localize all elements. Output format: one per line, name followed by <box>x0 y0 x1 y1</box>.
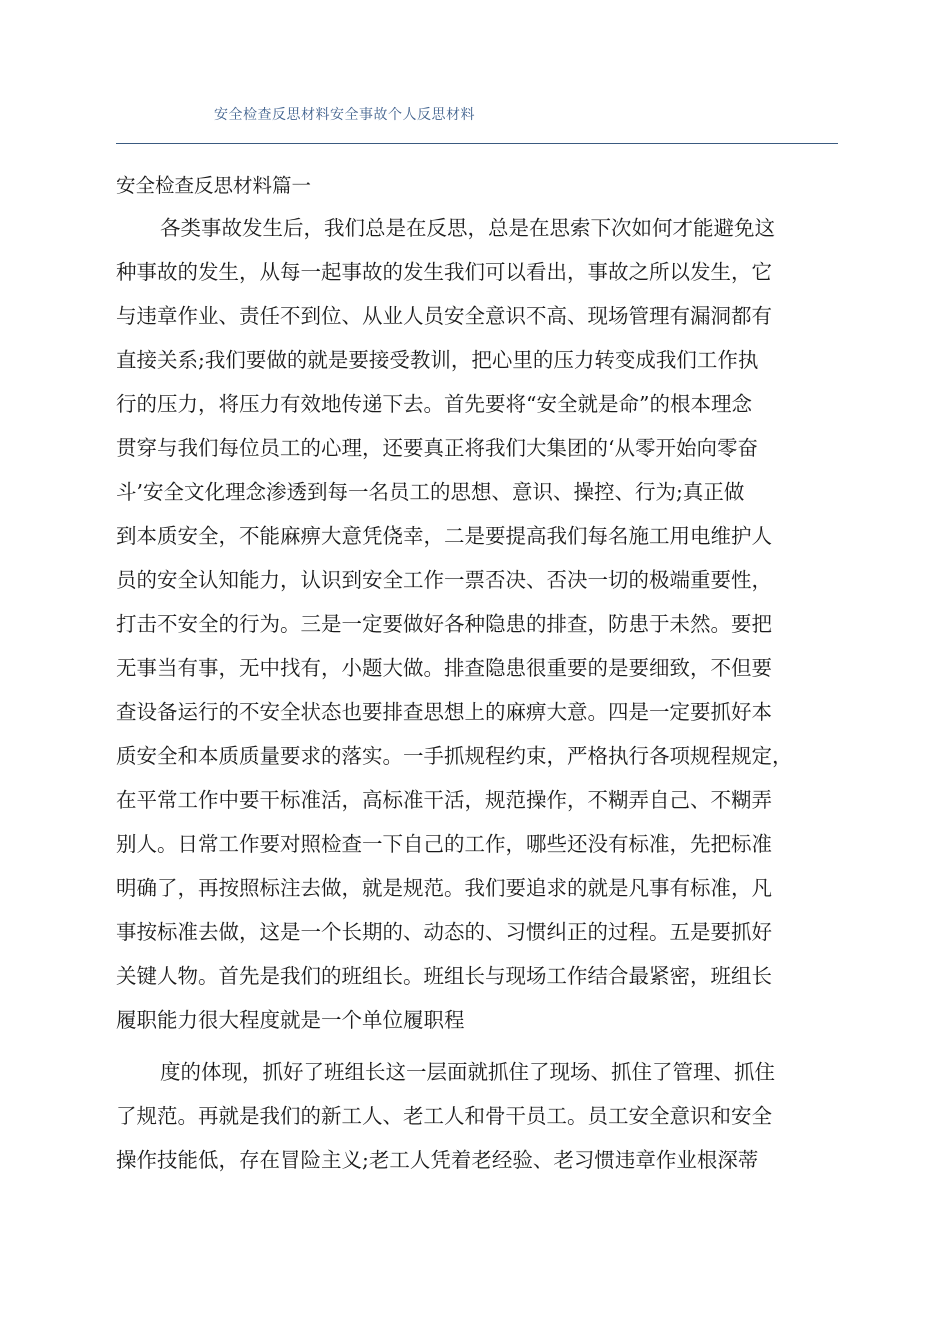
paragraph-line: 无事当有事，无中找有，小题大做。排查隐患很重要的是要细致，不但要 <box>116 656 772 680</box>
paragraph-line: 斗’安全文化理念渗透到每一名员工的思想、意识、操控、行为;真正做 <box>116 480 745 504</box>
body-paragraph-2 <box>116 1050 840 1182</box>
paragraph-line: 打击不安全的行为。三是一定要做好各种隐患的排查，防患于未然。要把 <box>116 612 772 636</box>
paragraph-line: 到本质安全，不能麻痹大意凭侥幸，二是要提高我们每名施工用电维护人 <box>116 524 772 548</box>
paragraph-line: 度的体现，抓好了班组长这一层面就抓住了现场、抓住了管理、抓住 <box>160 1060 775 1084</box>
paragraph-line: 种事故的发生，从每一起事故的发生我们可以看出，事故之所以发生，它 <box>116 260 772 284</box>
paragraph-line: 事按标准去做，这是一个长期的、动态的、习惯纠正的过程。五是要抓好 <box>116 920 772 944</box>
paragraph-line: 行的压力，将压力有效地传递下去。首先要将“安全就是命”的根本理念 <box>116 392 752 416</box>
section-title: 安全检查反思材料篇一 <box>116 174 312 197</box>
paragraph-line: 员的安全认知能力，认识到安全工作一票否决、否决一切的极端重要性， <box>116 568 772 592</box>
paragraph-line: 与违章作业、责任不到位、从业人员安全意识不高、现场管理有漏洞都有 <box>116 304 772 328</box>
page-header <box>116 84 838 144</box>
paragraph-line: 各类事故发生后，我们总是在反思，总是在思索下次如何才能避免这 <box>160 216 775 240</box>
header-title: 安全检查反思材料安全事故个人反思材料 <box>214 107 475 123</box>
body-paragraph-1 <box>116 206 840 1042</box>
paragraph-line: 明确了，再按照标注去做，就是规范。我们要追求的就是凡事有标准，凡 <box>116 876 772 900</box>
paragraph-line: 操作技能低，存在冒险主义;老工人凭着老经验、老习惯违章作业根深蒂 <box>116 1148 759 1172</box>
paragraph-line: 直接关系;我们要做的就是要接受教训，把心里的压力转变成我们工作执 <box>116 348 759 372</box>
paragraph-line: 别人。日常工作要对照检查一下自己的工作，哪些还没有标准，先把标准 <box>116 832 772 856</box>
paragraph-line: 履职能力很大程度就是一个单位履职程 <box>116 1008 465 1032</box>
paragraph-line: 在平常工作中要干标准活，高标准干活，规范操作，不糊弄自己、不糊弄 <box>116 788 772 812</box>
paragraph-line: 关键人物。首先是我们的班组长。班组长与现场工作结合最紧密，班组长 <box>116 964 772 988</box>
paragraph-line: 查设备运行的不安全状态也要排查思想上的麻痹大意。四是一定要抓好本 <box>116 700 772 724</box>
paragraph-line: 质安全和本质质量要求的落实。一手抓规程约束，严格执行各项规程规定， <box>116 744 793 768</box>
paragraph-line: 贯穿与我们每位员工的心理，还要真正将我们大集团的‘从零开始向零奋 <box>116 436 759 460</box>
paragraph-line: 了规范。再就是我们的新工人、老工人和骨干员工。员工安全意识和安全 <box>116 1104 772 1128</box>
